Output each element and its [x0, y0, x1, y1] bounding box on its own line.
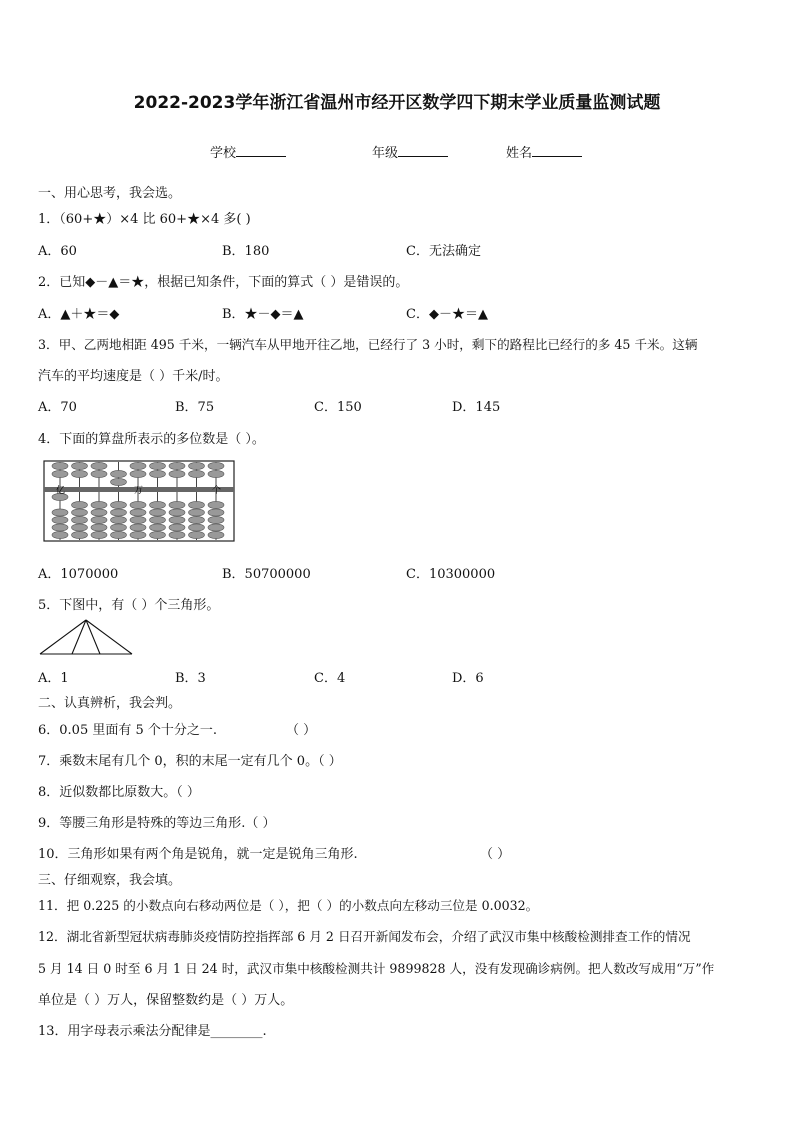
page-title: 2022-2023学年浙江省温州市经开区数学四下期末学业质量监测试题 — [133, 93, 661, 113]
abacus-bead — [130, 524, 146, 531]
question-12-line-3: 单位是（ ）万人，保留整数约是（ ）万人。 — [38, 993, 294, 1008]
question-10-blank[interactable]: （ ） — [480, 847, 511, 862]
abacus-bead — [72, 509, 88, 516]
abacus-label-yi: 亿 — [56, 486, 66, 496]
q4-option-b[interactable]: B．50700000 — [222, 567, 311, 582]
abacus-bead — [130, 462, 146, 469]
question-6: 6．0.05 里面有 5 个十分之一. — [38, 723, 218, 738]
abacus-bead — [130, 509, 146, 516]
abacus-bead — [111, 478, 127, 485]
abacus-bead — [111, 524, 127, 531]
abacus-bead — [52, 470, 68, 477]
abacus-bead — [189, 524, 205, 531]
question-3-line-1: 3．甲、乙两地相距 495 千米，一辆汽车从甲地开往乙地，已经行了 3 小时，剩下的路程比已经行的多 45 千米。这辆 — [38, 337, 698, 352]
grade-label: 年级 — [372, 146, 399, 161]
triangle-figure — [38, 618, 134, 656]
question-8: 8．近似数都比原数大。（ ） — [38, 785, 200, 800]
q1-option-c[interactable]: C．无法确定 — [406, 244, 481, 259]
school-label: 学校 — [210, 146, 237, 161]
section-2-heading: 二、认真辨析，我会判。 — [38, 696, 182, 711]
abacus-bead — [52, 509, 68, 516]
abacus-bead — [150, 524, 166, 531]
abacus-bead — [52, 462, 68, 469]
abacus-bead — [72, 470, 88, 477]
abacus-bead — [208, 462, 224, 469]
abacus-bead — [208, 501, 224, 508]
q5-option-d[interactable]: D．6 — [452, 671, 484, 686]
abacus-bead — [91, 531, 107, 538]
abacus-bead — [91, 509, 107, 516]
abacus-bead — [52, 524, 68, 531]
abacus-bead — [72, 531, 88, 538]
name-label: 姓名 — [506, 146, 533, 161]
q3-option-c[interactable]: C．150 — [314, 400, 362, 415]
abacus-bead — [111, 531, 127, 538]
question-10: 10．三角形如果有两个角是锐角，就一定是锐角三角形. — [38, 847, 358, 862]
abacus-bead — [189, 470, 205, 477]
abacus-label-wan: 万 — [134, 486, 144, 496]
abacus-bead — [91, 470, 107, 477]
abacus-bead — [130, 531, 146, 538]
question-12-line-2: 5 月 14 日 0 时至 6 月 1 日 24 时，武汉市集中核酸检测共计 9899828 人，没有发现确诊病例。把人数改写成用“万”作 — [38, 961, 715, 976]
question-11: 11．把 0.225 的小数点向右移动两位是（ ），把（ ）的小数点向左移动三位是 0.0032。 — [38, 898, 539, 913]
abacus-bead — [52, 516, 68, 523]
question-3-line-2: 汽车的平均速度是（ ）千米/时。 — [38, 369, 229, 384]
question-2: 2．已知◆－▲＝★，根据已知条件，下面的算式（ ）是错误的。 — [38, 275, 409, 290]
abacus-bead — [150, 516, 166, 523]
grade-blank[interactable] — [398, 144, 448, 157]
question-4: 4．下面的算盘所表示的多位数是（ ）。 — [38, 432, 265, 447]
question-9: 9．等腰三角形是特殊的等边三角形.（ ） — [38, 816, 276, 831]
abacus-bead — [189, 501, 205, 508]
name-blank[interactable] — [532, 144, 582, 157]
abacus-bead — [130, 516, 146, 523]
abacus-bead — [111, 509, 127, 516]
question-13: 13．用字母表示乘法分配律是________. — [38, 1024, 267, 1039]
q3-option-a[interactable]: A．70 — [38, 400, 77, 415]
q3-option-d[interactable]: D．145 — [452, 400, 501, 415]
name-field — [506, 142, 582, 161]
abacus-bead — [189, 516, 205, 523]
question-1: 1．（60+★）×4 比 60+★×4 多( ) — [38, 212, 251, 227]
abacus-bead — [208, 516, 224, 523]
question-5: 5．下图中，有（ ）个三角形。 — [38, 598, 220, 613]
abacus-bead — [189, 531, 205, 538]
abacus-bead — [208, 470, 224, 477]
abacus-figure — [42, 460, 236, 542]
q2-option-c[interactable]: C．◆－★＝▲ — [406, 307, 488, 322]
section-1-heading: 一、用心思考，我会选。 — [38, 186, 182, 201]
q2-option-b[interactable]: B．★－◆＝▲ — [222, 307, 304, 322]
abacus-bead — [91, 516, 107, 523]
abacus-bead — [189, 462, 205, 469]
q4-option-c[interactable]: C．10300000 — [406, 567, 496, 582]
q5-option-c[interactable]: C．4 — [314, 671, 346, 686]
abacus-bead — [208, 509, 224, 516]
abacus-bead — [169, 524, 185, 531]
abacus-bead — [111, 516, 127, 523]
question-7: 7．乘数末尾有几个 0，积的末尾一定有几个 0。（ ） — [38, 754, 342, 769]
q3-option-b[interactable]: B．75 — [175, 400, 215, 415]
school-field — [210, 142, 286, 161]
abacus-bead — [150, 531, 166, 538]
school-blank[interactable] — [236, 144, 286, 157]
abacus-bead — [208, 524, 224, 531]
abacus-bead — [72, 462, 88, 469]
abacus-label-ge: 个 — [212, 486, 222, 496]
q5-option-b[interactable]: B．3 — [175, 671, 206, 686]
abacus-bead — [52, 531, 68, 538]
abacus-bead — [208, 531, 224, 538]
abacus-bead — [189, 509, 205, 516]
q1-option-b[interactable]: B．180 — [222, 244, 270, 259]
abacus-bead — [111, 501, 127, 508]
q1-option-a[interactable]: A．60 — [38, 244, 77, 259]
abacus-bead — [130, 470, 146, 477]
abacus-bead — [169, 462, 185, 469]
abacus-bead — [130, 501, 146, 508]
abacus-bead — [169, 516, 185, 523]
abacus-bead — [72, 516, 88, 523]
abacus-bead — [91, 524, 107, 531]
abacus-bead — [91, 462, 107, 469]
question-6-blank[interactable]: （ ） — [286, 723, 317, 738]
question-12-line-1: 12．湖北省新型冠状病毒肺炎疫情防控指挥部 6 月 2 日召开新闻发布会，介绍了武汉市集中核酸检测排查工作的情况 — [38, 929, 691, 944]
abacus-bead — [169, 501, 185, 508]
abacus-bead — [150, 470, 166, 477]
abacus-bead — [72, 501, 88, 508]
abacus-bead — [91, 501, 107, 508]
abacus-bead — [169, 509, 185, 516]
abacus-bead — [150, 462, 166, 469]
abacus-bead — [111, 470, 127, 477]
section-3-heading: 三、仔细观察，我会填。 — [38, 873, 182, 888]
q5-option-a[interactable]: A．1 — [38, 671, 69, 686]
abacus-bead — [169, 470, 185, 477]
abacus-bead — [169, 531, 185, 538]
q2-option-a[interactable]: A．▲＋★＝◆ — [38, 307, 120, 322]
abacus-bead — [72, 524, 88, 531]
grade-field — [372, 142, 448, 161]
q4-option-a[interactable]: A．1070000 — [38, 567, 119, 582]
abacus-bead — [150, 501, 166, 508]
abacus-bead — [150, 509, 166, 516]
